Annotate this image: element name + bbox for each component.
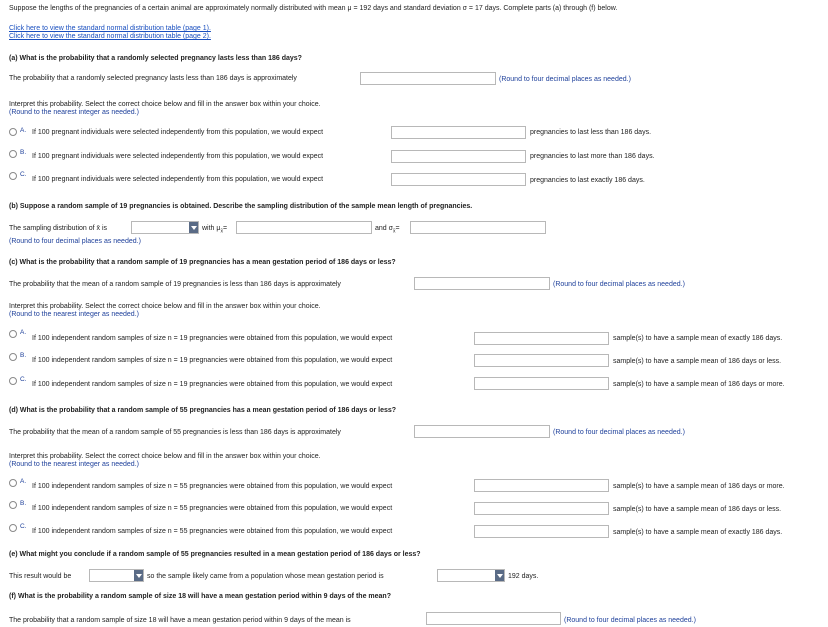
part-c-option-b-input[interactable]	[474, 354, 609, 367]
part-e-middle: so the sample likely came from a population whose mean gestation period is	[147, 573, 384, 580]
problem-statement: Suppose the lengths of the pregnancies of a certain animal are approximately normally distributed with mean μ = 192 days and standard deviation σ = 17 days. Complete parts (a) through (f) below.	[9, 5, 618, 12]
part-b-mean-input[interactable]	[236, 221, 372, 234]
part-d-interpret: Interpret this probability. Select the correct choice below and fill in the answer box within your choice.	[9, 453, 321, 460]
part-d-option-c-suffix: sample(s) to have a sample mean of exactly 186 days.	[613, 529, 783, 536]
part-a-option-b-radio[interactable]	[9, 150, 17, 158]
part-d-option-b-suffix: sample(s) to have a sample mean of 186 days or less.	[613, 506, 782, 513]
part-c-option-a-letter: A.	[20, 329, 27, 336]
part-c-option-a-text: If 100 independent random samples of size n = 19 pregnancies were obtained from this population, we would expect	[32, 335, 393, 342]
part-c-round-int-note: (Round to the nearest integer as needed.)	[9, 311, 139, 318]
part-c-question: (c) What is the probability that a random sample of 19 pregnancies has a mean gestation period of 186 days or less?	[9, 259, 396, 266]
part-d-option-c-text: If 100 independent random samples of size n = 55 pregnancies were obtained from this population, we would expect	[32, 528, 393, 535]
part-c-option-a-input[interactable]	[474, 332, 609, 345]
part-c-round-note: (Round to four decimal places as needed.)	[553, 281, 685, 288]
part-a-option-c-suffix: pregnancies to last exactly 186 days.	[530, 177, 645, 184]
part-d-round-note: (Round to four decimal places as needed.)	[553, 429, 685, 436]
part-b-question: (b) Suppose a random sample of 19 pregnancies is obtained. Describe the sampling distribution of the sample mean length of pregnancies.	[9, 203, 473, 210]
chevron-down-icon	[134, 570, 143, 581]
part-c-prompt: The probability that the mean of a random sample of 19 pregnancies is less than 186 days is approximately	[9, 281, 341, 288]
chevron-down-icon	[189, 222, 198, 233]
chevron-down-icon	[495, 570, 504, 581]
part-d-option-c-letter: C.	[20, 523, 27, 530]
part-e-result-dropdown[interactable]	[89, 569, 144, 582]
part-c-option-c-letter: C.	[20, 376, 27, 383]
part-a-option-b-letter: B.	[20, 149, 27, 156]
part-c-option-b-letter: B.	[20, 352, 27, 359]
part-b-round-note: (Round to four decimal places as needed.)	[9, 238, 141, 245]
part-c-option-b-text: If 100 independent random samples of size n = 19 pregnancies were obtained from this population, we would expect	[32, 357, 393, 364]
part-d-option-a-text: If 100 independent random samples of size n = 55 pregnancies were obtained from this population, we would expect	[32, 483, 393, 490]
part-a-option-a-radio[interactable]	[9, 128, 17, 136]
part-d-option-c-radio[interactable]	[9, 524, 17, 532]
part-c-option-a-radio[interactable]	[9, 330, 17, 338]
part-d-probability-input[interactable]	[414, 425, 550, 438]
part-d-question: (d) What is the probability that a random sample of 55 pregnancies has a mean gestation period of 186 days or less?	[9, 407, 397, 414]
part-a-option-c-text: If 100 pregnant individuals were selected independently from this population, we would expect	[32, 176, 324, 183]
part-c-option-b-suffix: sample(s) to have a sample mean of 186 days or less.	[613, 358, 782, 365]
normal-table-link-page-2[interactable]: Click here to view the standard normal distribution table (page 2).	[9, 33, 211, 40]
part-b-distribution-dropdown[interactable]	[131, 221, 199, 234]
part-e-prefix: This result would be	[9, 573, 72, 580]
part-f-probability-input[interactable]	[426, 612, 561, 625]
part-a-question: (a) What is the probability that a randomly selected pregnancy lasts less than 186 days?	[9, 55, 302, 62]
part-d-option-b-text: If 100 independent random samples of size n = 55 pregnancies were obtained from this population, we would expect	[32, 505, 393, 512]
part-c-option-c-radio[interactable]	[9, 377, 17, 385]
part-b-prefix: The sampling distribution of x̄ is	[9, 225, 108, 232]
part-a-option-b-input[interactable]	[391, 150, 526, 163]
part-b-with-mu-label: with $\mu_{x̄}=$	[202, 225, 228, 235]
part-c-option-b-radio[interactable]	[9, 353, 17, 361]
part-e-suffix: 192 days.	[508, 573, 539, 580]
part-a-option-c-radio[interactable]	[9, 172, 17, 180]
part-e-comparison-dropdown[interactable]	[437, 569, 505, 582]
part-a-option-c-letter: C.	[20, 171, 27, 178]
part-c-option-c-input[interactable]	[474, 377, 609, 390]
part-a-option-a-text: If 100 pregnant individuals were selected independently from this population, we would expect	[32, 129, 324, 136]
part-b-std-error-input[interactable]	[410, 221, 546, 234]
part-d-prompt: The probability that the mean of a random sample of 55 pregnancies is less than 186 days is approximately	[9, 429, 341, 436]
part-c-option-c-suffix: sample(s) to have a sample mean of 186 days or more.	[613, 381, 785, 388]
part-d-round-int-note: (Round to the nearest integer as needed.)	[9, 461, 139, 468]
part-a-interpret: Interpret this probability. Select the correct choice below and fill in the answer box within your choice.	[9, 101, 321, 108]
part-c-option-c-text: If 100 independent random samples of size n = 19 pregnancies were obtained from this population, we would expect	[32, 381, 393, 388]
part-f-round-note: (Round to four decimal places as needed.)	[564, 617, 696, 624]
part-a-option-a-suffix: pregnancies to last less than 186 days.	[530, 129, 652, 136]
part-a-round-note: (Round to four decimal places as needed.)	[499, 76, 631, 83]
part-d-option-a-letter: A.	[20, 478, 27, 485]
part-a-option-a-letter: A.	[20, 127, 27, 134]
part-d-option-a-radio[interactable]	[9, 479, 17, 487]
part-c-option-a-suffix: sample(s) to have a sample mean of exactly 186 days.	[613, 335, 783, 342]
part-a-option-c-input[interactable]	[391, 173, 526, 186]
part-c-interpret: Interpret this probability. Select the correct choice below and fill in the answer box within your choice.	[9, 303, 321, 310]
part-d-option-b-letter: B.	[20, 500, 27, 507]
part-c-probability-input[interactable]	[414, 277, 550, 290]
part-a-option-b-text: If 100 pregnant individuals were selected independently from this population, we would expect	[32, 153, 324, 160]
part-a-probability-input[interactable]	[360, 72, 496, 85]
part-d-option-a-input[interactable]	[474, 479, 609, 492]
part-b-and-sigma-label: and $\sigma_{x̄}=$	[375, 225, 400, 235]
part-a-option-b-suffix: pregnancies to last more than 186 days.	[530, 153, 655, 160]
part-d-option-b-radio[interactable]	[9, 501, 17, 509]
part-a-option-a-input[interactable]	[391, 126, 526, 139]
part-a-round-int-note: (Round to the nearest integer as needed.)	[9, 109, 139, 116]
part-a-prompt: The probability that a randomly selected pregnancy lasts less than 186 days is approximately	[9, 75, 297, 82]
part-e-question: (e) What might you conclude if a random sample of 55 pregnancies resulted in a mean gestation period of 186 days or less?	[9, 551, 421, 558]
part-d-option-a-suffix: sample(s) to have a sample mean of 186 days or more.	[613, 483, 785, 490]
part-d-option-c-input[interactable]	[474, 525, 609, 538]
normal-table-link-page-1[interactable]: Click here to view the standard normal distribution table (page 1).	[9, 25, 211, 32]
part-f-prompt: The probability that a random sample of size 18 will have a mean gestation period within 9 days of the mean is	[9, 617, 351, 624]
part-f-question: (f) What is the probability a random sample of size 18 will have a mean gestation period within 9 days of the mean?	[9, 593, 391, 600]
part-d-option-b-input[interactable]	[474, 502, 609, 515]
